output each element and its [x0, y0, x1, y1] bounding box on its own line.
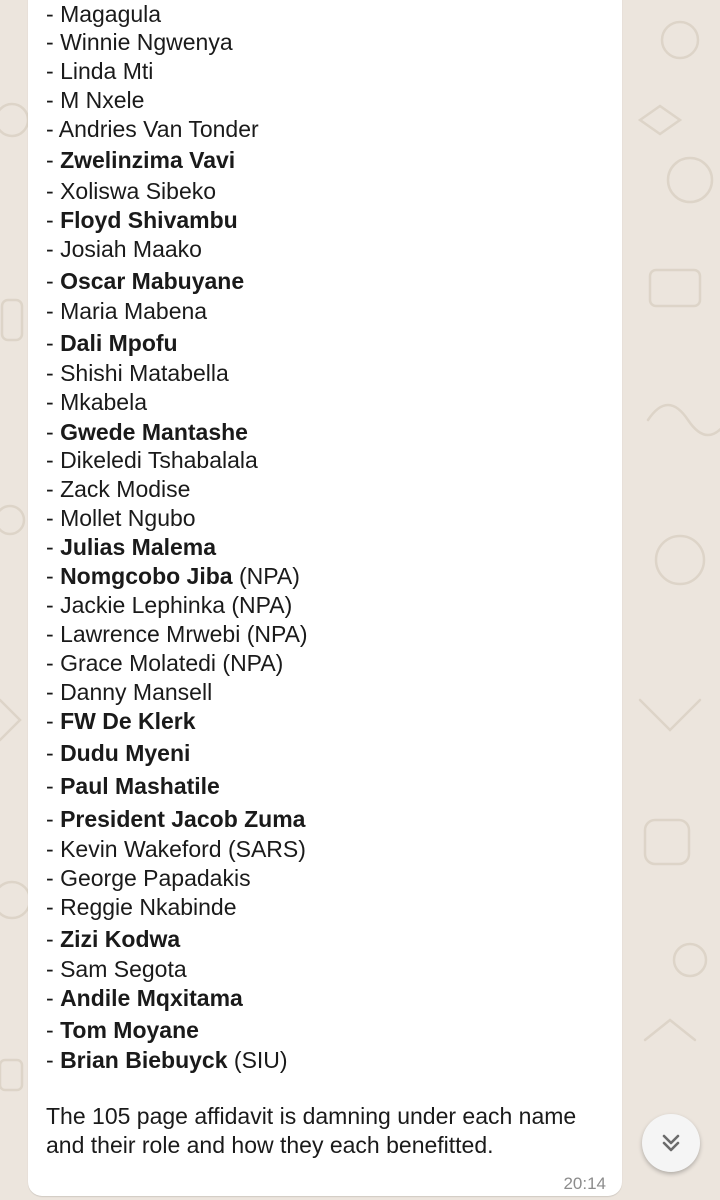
list-item: [46, 177, 216, 205]
list-bullet: -: [46, 894, 61, 920]
list-item: [46, 955, 187, 983]
list-item: [46, 893, 237, 921]
person-name: Mkabela: [60, 389, 147, 415]
list-bullet: -: [46, 1, 61, 27]
list-bullet: -: [46, 956, 61, 982]
person-name: Zizi Kodwa: [60, 926, 181, 952]
list-item: [46, 86, 144, 114]
list-item: [46, 1046, 288, 1074]
list-bullet: -: [46, 985, 61, 1011]
person-name: Zwelinzima Vavi: [60, 147, 236, 173]
list-item: [46, 0, 161, 28]
person-name: Paul Mashatile: [60, 773, 220, 799]
person-name: Winnie Ngwenya: [60, 29, 233, 55]
person-name: M Nxele: [60, 87, 145, 113]
list-item: [46, 562, 300, 590]
message-timestamp: 20:14: [563, 1174, 606, 1193]
list-item: [46, 115, 259, 143]
list-item: [46, 925, 180, 953]
list-item: [46, 297, 207, 325]
list-bullet: -: [46, 534, 61, 560]
person-name: Nomgcobo Jiba: [60, 563, 233, 589]
list-item: [46, 984, 243, 1012]
list-bullet: -: [46, 116, 59, 142]
list-item: [46, 533, 216, 561]
list-item: [46, 835, 306, 863]
list-item: [46, 359, 229, 387]
list-bullet: -: [46, 740, 61, 766]
list-bullet: -: [46, 268, 61, 294]
person-name: Andile Mqxitama: [60, 985, 243, 1011]
double-chevron-down-icon: [658, 1130, 684, 1156]
list-bullet: -: [46, 330, 61, 356]
person-name: Kevin Wakeford (SARS): [60, 836, 306, 862]
person-name: Floyd Shivambu: [60, 207, 238, 233]
list-bullet: -: [46, 207, 61, 233]
list-bullet: -: [46, 505, 61, 531]
list-item: [46, 446, 258, 474]
list-item: [46, 418, 248, 446]
person-name: Maria Mabena: [60, 298, 208, 324]
list-bullet: -: [46, 476, 61, 502]
list-item: [46, 388, 147, 416]
list-item: [46, 805, 305, 833]
list-item: [46, 267, 244, 295]
agency-tag: (NPA): [238, 563, 300, 589]
list-bullet: -: [46, 360, 61, 386]
list-item: [46, 329, 178, 357]
person-name: Dikeledi Tshabalala: [60, 447, 258, 473]
person-name: Tom Moyane: [60, 1017, 199, 1043]
person-name: Sam Segota: [60, 956, 187, 982]
list-bullet: -: [46, 236, 61, 262]
list-bullet: -: [46, 621, 61, 647]
list-item: [46, 739, 190, 767]
person-name: Brian Biebuyck: [60, 1047, 228, 1073]
person-name: President Jacob Zuma: [60, 806, 306, 832]
list-item: [46, 28, 233, 56]
person-name: Julias Malema: [60, 534, 217, 560]
list-bullet: -: [46, 298, 61, 324]
person-name: Gwede Mantashe: [60, 419, 248, 445]
list-bullet: -: [46, 865, 61, 891]
list-bullet: -: [46, 563, 61, 589]
list-item: [46, 475, 190, 503]
list-item: [46, 504, 196, 532]
list-bullet: -: [46, 806, 61, 832]
list-bullet: -: [46, 147, 61, 173]
person-name: Danny Mansell: [60, 679, 213, 705]
list-bullet: -: [46, 389, 61, 415]
list-bullet: -: [46, 650, 61, 676]
list-bullet: -: [46, 1017, 61, 1043]
list-item: [46, 591, 292, 619]
list-bullet: -: [46, 926, 61, 952]
person-name: Lawrence Mrwebi (NPA): [60, 621, 308, 647]
person-name: Oscar Mabuyane: [60, 268, 245, 294]
person-name: Magagula: [60, 1, 162, 27]
list-bullet: -: [46, 178, 61, 204]
person-name: Grace Molatedi (NPA): [60, 650, 284, 676]
person-name: Mollet Ngubo: [60, 505, 196, 531]
list-bullet: -: [46, 58, 61, 84]
list-item: [46, 649, 283, 677]
person-name: FW De Klerk: [60, 708, 196, 734]
person-name: Shishi Matabella: [60, 360, 229, 386]
person-name: Linda Mti: [60, 58, 154, 84]
person-name: Reggie Nkabinde: [60, 894, 237, 920]
list-bullet: -: [46, 773, 61, 799]
person-name: Josiah Maako: [60, 236, 202, 262]
list-bullet: -: [46, 679, 61, 705]
list-item: [46, 57, 153, 85]
agency-tag: (SIU): [233, 1047, 288, 1073]
person-name: Zack Modise: [60, 476, 191, 502]
list-bullet: -: [46, 419, 61, 445]
list-bullet: -: [46, 87, 61, 113]
person-name: Xoliswa Sibeko: [60, 178, 217, 204]
list-item: [46, 772, 220, 800]
list-item: [46, 235, 202, 263]
message-summary-text: The 105 page affidavit is damning under each name and their role and how they each benefitted.: [46, 1103, 577, 1158]
scroll-to-bottom-button[interactable]: [642, 1114, 700, 1172]
person-name: Jackie Lephinka (NPA): [60, 592, 293, 618]
person-name: Dudu Myeni: [60, 740, 191, 766]
list-item: [46, 1016, 199, 1044]
person-name: George Papadakis: [60, 865, 251, 891]
person-name: Dali Mpofu: [60, 330, 178, 356]
list-bullet: -: [46, 29, 61, 55]
list-item: [46, 206, 238, 234]
list-item: [46, 707, 196, 735]
list-bullet: -: [46, 447, 61, 473]
person-name: Andries Van Tonder: [58, 116, 259, 142]
list-item: [46, 620, 308, 648]
list-item: [46, 864, 251, 892]
list-bullet: -: [46, 592, 61, 618]
list-item: [46, 678, 212, 706]
list-bullet: -: [46, 836, 61, 862]
list-bullet: -: [46, 708, 61, 734]
list-bullet: -: [46, 1047, 61, 1073]
list-item: [46, 146, 235, 174]
